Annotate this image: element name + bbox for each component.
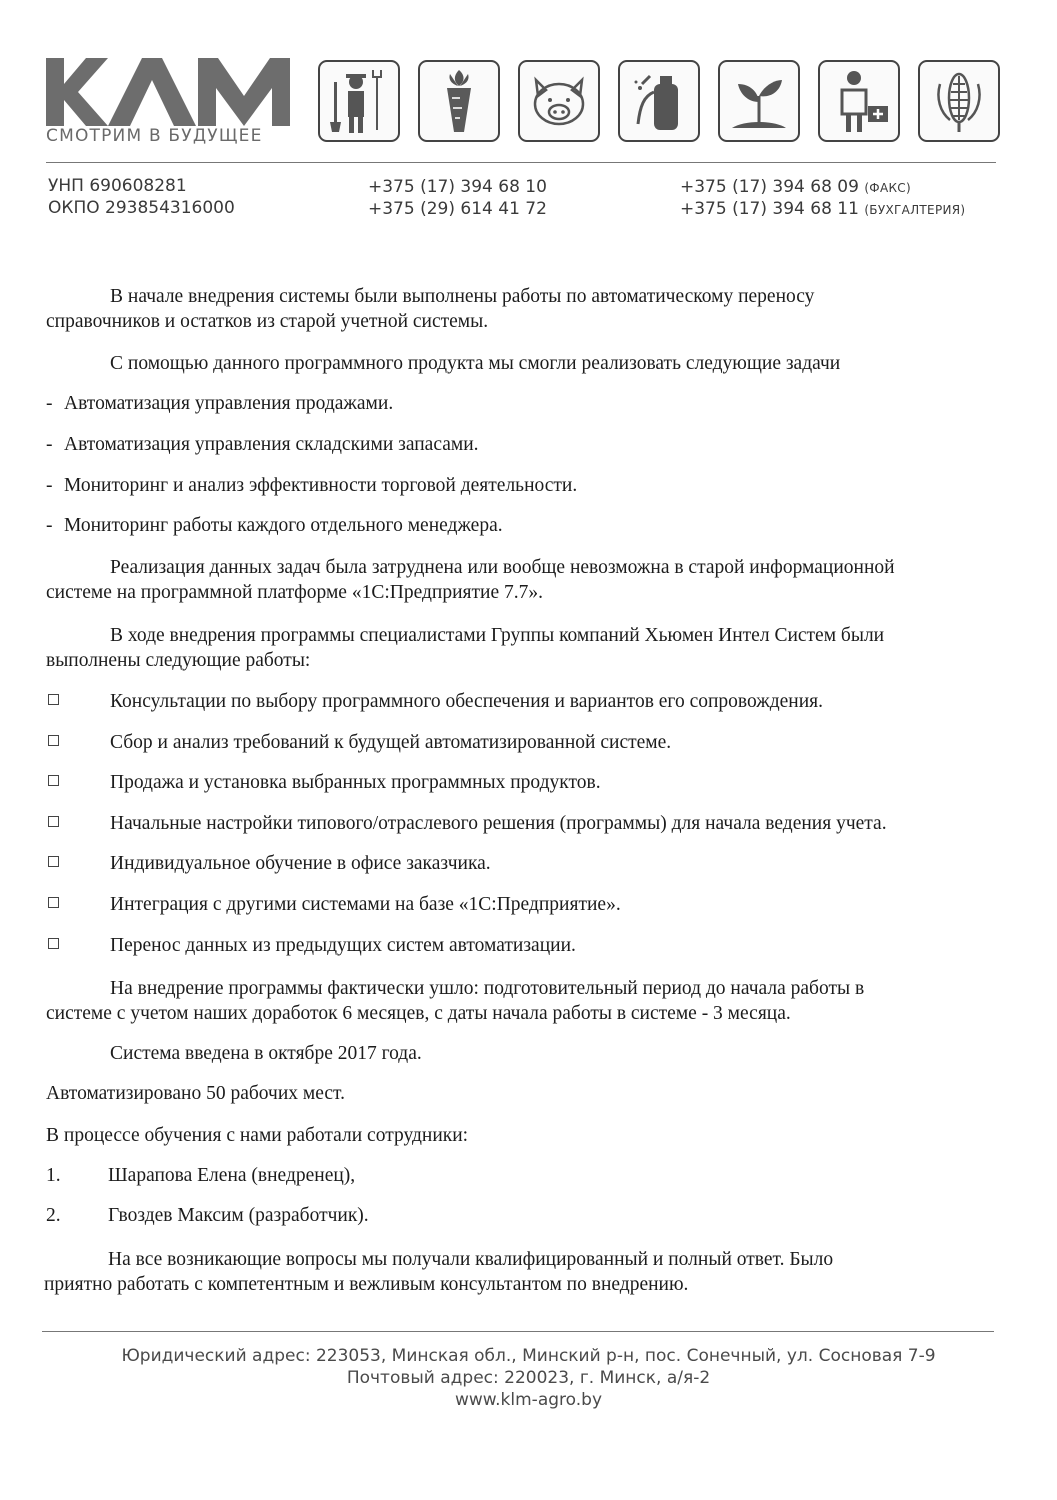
paragraph-7: Автоматизировано 50 рабочих мест. [46,1083,345,1104]
task-marker: - [46,434,53,455]
paragraph-4-line-2: выполнены следующие работы: [46,650,311,671]
paragraph-9-line-1: На все возникающие вопросы мы получали квалифицированный и полный ответ. Было [108,1249,834,1270]
checkbox-bullet [48,694,59,705]
checkbox-bullet [48,735,59,746]
task-marker: - [46,393,53,414]
phone-mobile: +375 (29) 614 41 72 [368,199,547,219]
phone-accounting-number: +375 (17) 394 68 11 [680,199,859,219]
phone-main: +375 (17) 394 68 10 [368,177,547,197]
phone-fax-note: (ФАКС) [864,181,911,195]
work-item: Начальные настройки типового/отраслевого решения (программы) для начала ведения учета. [110,813,887,834]
carrot-icon [418,60,500,142]
paragraph-2: С помощью данного программного продукта мы смогли реализовать следующие задачи [110,353,841,374]
work-item: Индивидуальное обучение в офисе заказчика. [110,853,491,874]
staff-name: Шарапова Елена (внедренец), [108,1165,356,1186]
paragraph-9-line-2: приятно работать с компетентным и вежливым консультантом по внедрению. [44,1274,689,1295]
paragraph-5-line-1: На внедрение программы фактически ушло: подготовительный период до начала работы в [110,978,865,999]
work-item: Перенос данных из предыдущих систем автоматизации. [110,935,576,956]
company-tagline: СМОТРИМ В БУДУЩЕЕ [46,126,263,146]
task-marker: - [46,475,53,496]
task-marker: - [46,515,53,536]
paragraph-3-line-2: системе на программной платформе «1С:Предприятие 7.7». [46,582,543,603]
checkbox-bullet [48,938,59,949]
paragraph-8: В процессе обучения с нами работали сотрудники: [46,1125,469,1146]
checkbox-bullet [48,816,59,827]
staff-number: 1. [46,1165,61,1186]
work-item: Консультации по выбору программного обеспечения и вариантов его сопровождения. [110,691,824,712]
work-item: Интеграция с другими системами на базе «1С:Предприятие». [110,894,621,915]
postal-address: Почтовый адрес: 220023, г. Минск, а/я-2 [346,1368,711,1388]
checkbox-bullet [48,897,59,908]
task-item: Автоматизация управления продажами. [64,393,394,414]
phone-accounting-note: (БУХГАЛТЕРИЯ) [864,203,966,217]
pig-icon [518,60,600,142]
legal-address: Юридический адрес: 223053, Минская обл., Минский р-н, пос. Сонечный, ул. Сосновая 7-9 [121,1346,936,1366]
paragraph-1-line-1: В начале внедрения системы были выполнены работы по автоматическому переносу [110,286,815,307]
task-item: Мониторинг работы каждого отдельного менеджера. [64,515,503,536]
phone-fax-number: +375 (17) 394 68 09 [680,177,859,197]
sprayer-icon [618,60,700,142]
staff-name: Гвоздев Максим (разработчик). [108,1205,369,1226]
phone-accounting [680,198,965,221]
paragraph-5-line-2: системе с учетом наших доработок 6 месяцев, с даты начала работы в системе - 3 месяца. [46,1003,791,1024]
phone-fax [680,176,911,199]
work-item: Продажа и установка выбранных программных продуктов. [110,772,601,793]
logo-mark [46,58,292,126]
paragraph-4-line-1: В ходе внедрения программы специалистами Группы компаний Хьюмен Интел Систем были [110,625,885,646]
corn-icon [918,60,1000,142]
task-item: Автоматизация управления складскими запасами. [64,434,479,455]
paragraph-6: Система введена в октябре 2017 года. [110,1043,422,1064]
unp-number: УНП 690608281 [48,176,187,196]
okpo-number: ОКПО 293854316000 [48,198,235,218]
sprout-icon [718,60,800,142]
footer-divider [42,1331,994,1332]
veterinarian-icon [818,60,900,142]
work-item: Сбор и анализ требований к будущей автоматизированной системе. [110,732,672,753]
task-item: Мониторинг и анализ эффективности торговой деятельности. [64,475,578,496]
checkbox-bullet [48,775,59,786]
checkbox-bullet [48,856,59,867]
header-divider [46,162,996,163]
paragraph-1-line-2: справочников и остатков из старой учетной системы. [46,311,489,332]
farmer-icon [318,60,400,142]
activity-icons [318,60,1008,144]
staff-number: 2. [46,1205,61,1226]
website-link[interactable]: www.klm-agro.by [455,1390,602,1410]
paragraph-3-line-1: Реализация данных задач была затруднена или вообще невозможна в старой информационной [110,557,895,578]
